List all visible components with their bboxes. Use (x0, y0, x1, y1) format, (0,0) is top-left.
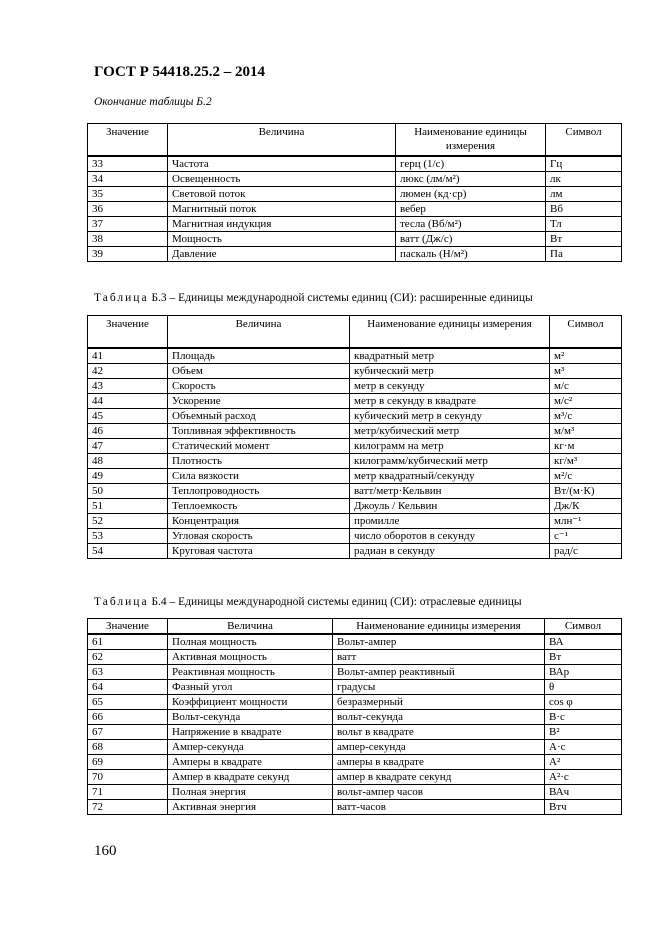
cell-value: 54 (88, 544, 168, 559)
table-b3-caption-label: Таблица (94, 292, 149, 304)
cell-unit-name: вебер (396, 202, 546, 217)
cell-unit-name: ватт/метр·Кельвин (350, 484, 550, 499)
table-row (88, 187, 622, 202)
cell-symbol: с⁻¹ (550, 529, 622, 544)
cell-value: 63 (88, 665, 168, 680)
cell-symbol: θ (545, 680, 622, 695)
cell-unit-name: герц (1/с) (396, 156, 546, 172)
cell-value: 65 (88, 695, 168, 710)
cell-quantity: Теплопроводность (168, 484, 350, 499)
table-b4-caption (94, 596, 522, 608)
table-row (88, 232, 622, 247)
cell-unit-name: градусы (333, 680, 545, 695)
table-b3-caption (94, 292, 533, 304)
cell-value: 45 (88, 409, 168, 424)
cell-unit-name: ампер в квадрате секунд (333, 770, 545, 785)
cell-symbol: Гц (546, 156, 622, 172)
cell-symbol: В·с (545, 710, 622, 725)
cell-quantity: Активная мощность (168, 650, 333, 665)
table-row (88, 469, 622, 484)
table-row (88, 364, 622, 379)
col-header-quantity: Величина (168, 124, 396, 157)
cell-symbol: Вб (546, 202, 622, 217)
cell-quantity: Объем (168, 364, 350, 379)
table-row (88, 785, 622, 800)
cell-symbol: м/с² (550, 394, 622, 409)
cell-quantity: Фазный угол (168, 680, 333, 695)
cell-quantity: Угловая скорость (168, 529, 350, 544)
cell-value: 52 (88, 514, 168, 529)
document-header: ГОСТ Р 54418.25.2 – 2014 (94, 64, 266, 80)
col-header-symbol: Символ (546, 124, 622, 157)
table-row (88, 172, 622, 187)
table-row (88, 710, 622, 725)
cell-value: 33 (88, 156, 168, 172)
cell-quantity: Частота (168, 156, 396, 172)
cell-unit-name: безразмерный (333, 695, 545, 710)
cell-unit-name: ампер-секунда (333, 740, 545, 755)
cell-quantity: Давление (168, 247, 396, 262)
table-row (88, 424, 622, 439)
col-header-symbol: Символ (545, 619, 622, 635)
col-header-unit-name: Наименование единицы измерения (396, 124, 546, 157)
table-b4-caption-label: Таблица (94, 596, 149, 608)
table-row (88, 650, 622, 665)
table-row (88, 499, 622, 514)
cell-value: 48 (88, 454, 168, 469)
table-row (88, 529, 622, 544)
cell-value: 51 (88, 499, 168, 514)
cell-unit-name: вольт в квадрате (333, 725, 545, 740)
cell-symbol: ВАч (545, 785, 622, 800)
cell-symbol: кг·м (550, 439, 622, 454)
cell-symbol: А² (545, 755, 622, 770)
cell-symbol: м³ (550, 364, 622, 379)
cell-symbol: cos φ (545, 695, 622, 710)
cell-quantity: Амперы в квадрате (168, 755, 333, 770)
cell-symbol: м/с (550, 379, 622, 394)
cell-quantity: Полная мощность (168, 634, 333, 650)
cell-unit-name: метр/кубический метр (350, 424, 550, 439)
table-row (88, 740, 622, 755)
cell-unit-name: амперы в квадрате (333, 755, 545, 770)
cell-unit-name: вольт-секунда (333, 710, 545, 725)
cell-value: 37 (88, 217, 168, 232)
cell-unit-name: ватт-часов (333, 800, 545, 815)
cell-unit-name: люмен (кд·ср) (396, 187, 546, 202)
cell-value: 53 (88, 529, 168, 544)
cell-symbol: Дж/К (550, 499, 622, 514)
cell-symbol: м/м³ (550, 424, 622, 439)
cell-unit-name: Вольт-ампер (333, 634, 545, 650)
cell-quantity: Коэффициент мощности (168, 695, 333, 710)
cell-symbol: лм (546, 187, 622, 202)
cell-value: 43 (88, 379, 168, 394)
cell-quantity: Плотность (168, 454, 350, 469)
table-b2 (87, 123, 622, 262)
table-row (88, 800, 622, 815)
cell-symbol: Вт/(м·К) (550, 484, 622, 499)
col-header-symbol: Символ (550, 316, 622, 349)
table-b4-caption-text: Б.4 – Единицы международной системы единиц (СИ): отраслевые единицы (148, 596, 522, 608)
col-header-value: Значение (88, 619, 168, 635)
col-header-unit-name: Наименование единицы измерения (350, 316, 550, 349)
cell-symbol: ВАр (545, 665, 622, 680)
table-row (88, 680, 622, 695)
cell-unit-name: кубический метр в секунду (350, 409, 550, 424)
cell-value: 41 (88, 348, 168, 364)
cell-quantity: Световой поток (168, 187, 396, 202)
cell-unit-name: вольт-ампер часов (333, 785, 545, 800)
cell-quantity: Круговая частота (168, 544, 350, 559)
cell-quantity: Статический момент (168, 439, 350, 454)
cell-unit-name: кубический метр (350, 364, 550, 379)
table-row (88, 202, 622, 217)
cell-value: 36 (88, 202, 168, 217)
table-b4 (87, 618, 622, 815)
table-row (88, 439, 622, 454)
table-row (88, 695, 622, 710)
cell-value: 68 (88, 740, 168, 755)
cell-symbol: млн⁻¹ (550, 514, 622, 529)
cell-symbol: А·с (545, 740, 622, 755)
table-row (88, 665, 622, 680)
cell-quantity: Скорость (168, 379, 350, 394)
cell-symbol: ВА (545, 634, 622, 650)
cell-unit-name: ватт (333, 650, 545, 665)
cell-unit-name: килограмм/кубический метр (350, 454, 550, 469)
table-row (88, 454, 622, 469)
cell-quantity: Концентрация (168, 514, 350, 529)
cell-quantity: Площадь (168, 348, 350, 364)
cell-value: 44 (88, 394, 168, 409)
cell-symbol: Тл (546, 217, 622, 232)
cell-quantity: Ампер-секунда (168, 740, 333, 755)
table-row (88, 409, 622, 424)
col-header-quantity: Величина (168, 316, 350, 349)
cell-unit-name: Вольт-ампер реактивный (333, 665, 545, 680)
cell-value: 62 (88, 650, 168, 665)
cell-unit-name: квадратный метр (350, 348, 550, 364)
cell-symbol: Вт (545, 650, 622, 665)
table-b3-caption-text: Б.3 – Единицы международной системы единиц (СИ): расширенные единицы (148, 292, 533, 304)
cell-quantity: Мощность (168, 232, 396, 247)
cell-value: 49 (88, 469, 168, 484)
table-row (88, 634, 622, 650)
cell-quantity: Ускорение (168, 394, 350, 409)
cell-value: 34 (88, 172, 168, 187)
col-header-quantity: Величина (168, 619, 333, 635)
cell-symbol: Втч (545, 800, 622, 815)
table-row (88, 755, 622, 770)
cell-quantity: Теплоемкость (168, 499, 350, 514)
table-row (88, 379, 622, 394)
cell-value: 67 (88, 725, 168, 740)
cell-value: 42 (88, 364, 168, 379)
cell-unit-name: промилле (350, 514, 550, 529)
table-row (88, 484, 622, 499)
cell-unit-name: люкс (лм/м²) (396, 172, 546, 187)
cell-unit-name: метр в секунду (350, 379, 550, 394)
cell-symbol: Па (546, 247, 622, 262)
cell-unit-name: тесла (Вб/м²) (396, 217, 546, 232)
cell-unit-name: метр в секунду в квадрате (350, 394, 550, 409)
table-row (88, 217, 622, 232)
cell-value: 69 (88, 755, 168, 770)
cell-value: 39 (88, 247, 168, 262)
cell-value: 50 (88, 484, 168, 499)
table-row (88, 348, 622, 364)
cell-unit-name: метр квадратный/секунду (350, 469, 550, 484)
cell-symbol: рад/с (550, 544, 622, 559)
cell-value: 66 (88, 710, 168, 725)
cell-symbol: Вт (546, 232, 622, 247)
cell-quantity: Напряжение в квадрате (168, 725, 333, 740)
cell-quantity: Магнитный поток (168, 202, 396, 217)
table-row (88, 156, 622, 172)
table-row (88, 770, 622, 785)
table-b3 (87, 315, 622, 559)
page-number: 160 (94, 843, 117, 859)
col-header-value: Значение (88, 316, 168, 349)
cell-unit-name: ватт (Дж/с) (396, 232, 546, 247)
table-row (88, 394, 622, 409)
col-header-unit-name: Наименование единицы измерения (333, 619, 545, 635)
table-row (88, 544, 622, 559)
cell-quantity: Магнитная индукция (168, 217, 396, 232)
cell-unit-name: Джоуль / Кельвин (350, 499, 550, 514)
cell-symbol: м²/с (550, 469, 622, 484)
cell-unit-name: число оборотов в секунду (350, 529, 550, 544)
cell-value: 72 (88, 800, 168, 815)
cell-symbol: м² (550, 348, 622, 364)
cell-quantity: Объемный расход (168, 409, 350, 424)
cell-value: 61 (88, 634, 168, 650)
cell-symbol: лк (546, 172, 622, 187)
col-header-value: Значение (88, 124, 168, 157)
cell-quantity: Вольт-секунда (168, 710, 333, 725)
cell-value: 70 (88, 770, 168, 785)
cell-symbol: А²·с (545, 770, 622, 785)
cell-quantity: Полная энергия (168, 785, 333, 800)
cell-unit-name: килограмм на метр (350, 439, 550, 454)
cell-value: 47 (88, 439, 168, 454)
cell-unit-name: паскаль (Н/м²) (396, 247, 546, 262)
cell-quantity: Топливная эффективность (168, 424, 350, 439)
cell-value: 38 (88, 232, 168, 247)
cell-quantity: Освещенность (168, 172, 396, 187)
cell-value: 35 (88, 187, 168, 202)
cell-unit-name: радиан в секунду (350, 544, 550, 559)
cell-symbol: кг/м³ (550, 454, 622, 469)
cell-quantity: Активная энергия (168, 800, 333, 815)
cell-symbol: м³/с (550, 409, 622, 424)
cell-value: 46 (88, 424, 168, 439)
cell-quantity: Сила вязкости (168, 469, 350, 484)
cell-value: 71 (88, 785, 168, 800)
cell-value: 64 (88, 680, 168, 695)
cell-symbol: В² (545, 725, 622, 740)
table-b2-caption: Окончание таблицы Б.2 (94, 96, 212, 108)
table-row (88, 514, 622, 529)
cell-quantity: Реактивная мощность (168, 665, 333, 680)
table-row (88, 247, 622, 262)
cell-quantity: Ампер в квадрате секунд (168, 770, 333, 785)
table-row (88, 725, 622, 740)
